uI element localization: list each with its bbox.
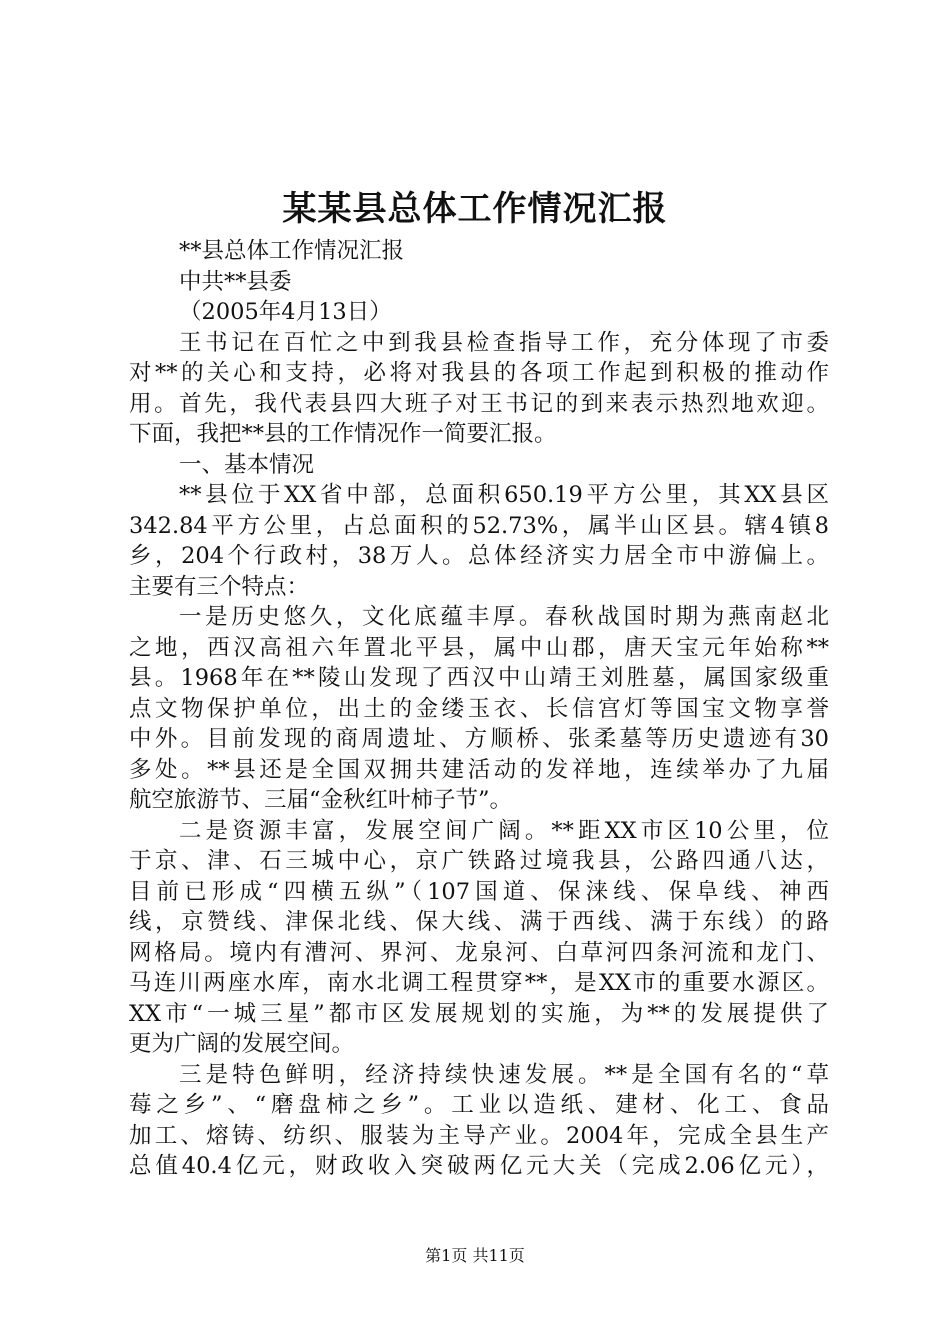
page-footer: 第1页 共11页 (425, 1246, 525, 1265)
text-line: 航空旅游节、三届“金秋红叶柿子节”。 (129, 787, 513, 813)
document-title: 某某县总体工作情况汇报 (282, 189, 668, 229)
text-line: **县总体工作情况汇报 (179, 238, 405, 264)
text-line: 342.84平方公里，占总面积的52.73%，属半山区县。辖4镇8 (129, 512, 829, 539)
text-line: 更为广阔的发展空间。 (129, 1031, 355, 1057)
text-line: 中共**县委 (179, 268, 292, 295)
text-line: 乡，204个行政村，38万人。总体经济实力居全市中游偏上。 (129, 543, 829, 569)
text-line: 点文物保护单位，出土的金缕玉衣、长信宫灯等国宝文物享誉 (129, 695, 829, 722)
text-line: 之地，西汉高祖六年置北平县，属中山郡，唐天宝元年始称** (129, 634, 829, 661)
text-line: 莓之乡”、“磨盘柿之乡”。工业以造纸、建材、化工、食品 (129, 1092, 829, 1118)
text-line: 于京、津、石三城中心，京广铁路过境我县，公路四通八达， (129, 848, 829, 874)
text-line: 王书记在百忙之中到我县检查指导工作，充分体现了市委 (179, 329, 829, 356)
text-line: 加工、熔铸、纺织、服装为主导产业。2004年，完成全县生产 (129, 1122, 829, 1149)
text-line: （2005年4月13日） (179, 299, 392, 325)
text-line: 下面，我把**县的工作情况作一简要汇报。 (129, 421, 557, 447)
text-line: 中外。目前发现的商周遗址、方顺桥、张柔墓等历史遗迹有30 (129, 726, 829, 752)
text-line: 二是资源丰富，发展空间广阔。**距XX市区10公里，位 (179, 817, 829, 844)
text-line: 对**的关心和支持，必将对我县的各项工作起到积极的推动作 (129, 360, 829, 386)
section-heading: 一、基本情况 (179, 451, 315, 478)
text-line: 县。1968年在**陵山发现了西汉中山靖王刘胜墓，属国家级重 (129, 665, 829, 691)
document-body (129, 236, 829, 1182)
text-line: 线，京赞线、津保北线、保大线、满于西线、满于东线）的路 (129, 909, 829, 935)
text-line: 用。首先，我代表县四大班子对王书记的到来表示热烈地欢迎。 (129, 390, 829, 417)
text-line: 一是历史悠久，文化底蕴丰厚。春秋战国时期为燕南赵北 (179, 604, 829, 630)
text-line: 总值40.4亿元，财政收入突破两亿元大关（完成2.06亿元）， (129, 1153, 829, 1179)
text-line: 网格局。境内有漕河、界河、龙泉河、白草河四条河流和龙门、 (129, 939, 829, 966)
text-line: **县位于XX省中部，总面积650.19平方公里，其XX县区 (179, 482, 829, 508)
text-line: 马连川两座水库，南水北调工程贯穿**，是XX市的重要水源区。 (129, 970, 829, 996)
text-line: 目前已形成“四横五纵”（107国道、保涞线、保阜线、神西 (129, 878, 829, 905)
text-line: XX市“一城三星”都市区发展规划的实施，为**的发展提供了 (129, 1000, 829, 1027)
text-line: 多处。**县还是全国双拥共建活动的发祥地，连续举办了九届 (129, 756, 829, 783)
text-line: 三是特色鲜明，经济持续快速发展。**是全国有名的“草 (179, 1061, 829, 1088)
text-line: 主要有三个特点： (129, 573, 310, 600)
